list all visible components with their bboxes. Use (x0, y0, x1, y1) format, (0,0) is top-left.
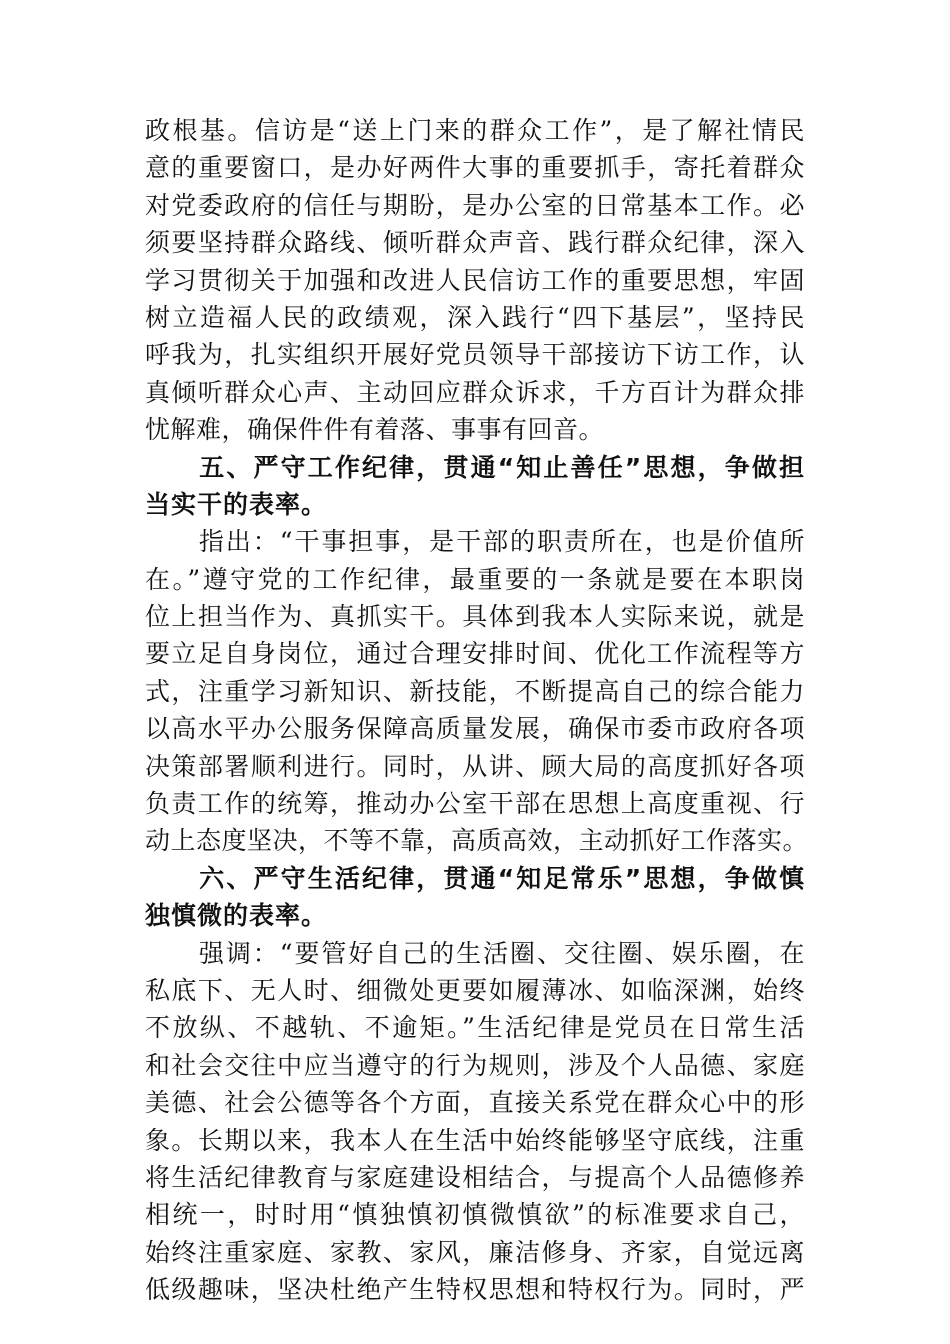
body-text-line: 对党委政府的信任与期盼，是办公室的日常基本工作。必 (145, 190, 805, 220)
body-text-line: 将生活纪律教育与家庭建设相结合，与提高个人品德修养 (145, 1162, 805, 1192)
body-text-line: 负责工作的统筹，推动办公室干部在思想上高度重视、行 (145, 789, 805, 819)
body-text-line: 须要坚持群众路线、倾听群众声音、践行群众纪律，深入 (145, 228, 805, 258)
body-text-line: 私底下、无人时、细微处更要如履薄冰、如临深渊，始终 (145, 975, 805, 1005)
body-text-line: 指出：“干事担事，是干部的职责所在，也是价值所 (145, 527, 805, 557)
document-page (145, 112, 809, 1309)
body-text-line: 动上态度坚决，不等不靠，高质高效，主动抓好工作落实。 (145, 826, 809, 856)
body-text-line: 树立造福人民的政绩观，深入践行“四下基层”，坚持民 (145, 302, 805, 332)
body-text-line: 在。”遵守党的工作纪律，最重要的一条就是要在本职岗 (145, 564, 805, 594)
body-text-line: 和社会交往中应当遵守的行为规则，涉及个人品德、家庭 (145, 1050, 805, 1080)
body-text-line: 政根基。信访是“送上门来的群众工作”，是了解社情民 (145, 116, 805, 145)
body-text-line: 要立足自身岗位，通过合理安排时间、优化工作流程等方 (145, 639, 805, 669)
body-text-line: 学习贯彻关于加强和改进人民信访工作的重要思想，牢固 (145, 265, 805, 295)
body-text-line: 强调：“要管好自己的生活圈、交往圈、娱乐圈，在 (145, 938, 805, 968)
body-text-line: 以高水平办公服务保障高质量发展，确保市委市政府各项 (145, 714, 805, 744)
body-text-line: 始终注重家庭、家教、家风，廉洁修身、齐家，自觉远离 (145, 1237, 805, 1267)
section-heading-5-cont: 当实干的表率。 (145, 489, 328, 519)
section-heading-6: 六、严守生活纪律，贯通“知足常乐”思想，争做慎 (145, 863, 805, 893)
body-text-line: 决策部署顺利进行。同时，从讲、顾大局的高度抓好各项 (145, 751, 805, 781)
body-text-line: 式，注重学习新知识、新技能，不断提高自己的综合能力 (145, 676, 805, 706)
body-text-line: 呼我为，扎实组织开展好党员领导干部接访下访工作，认 (145, 340, 805, 370)
body-text-line: 真倾听群众心声、主动回应群众诉求，千方百计为群众排 (145, 377, 805, 407)
section-heading-5: 五、严守工作纪律，贯通“知止善任”思想，争做担 (145, 452, 805, 482)
body-text-line: 不放纵、不越轨、不逾矩。”生活纪律是党员在日常生活 (145, 1013, 805, 1043)
section-heading-6-cont: 独慎微的表率。 (145, 901, 328, 931)
body-text-line: 低级趣味，坚决杜绝产生特权思想和特权行为。同时，严 (145, 1275, 805, 1305)
body-text-line: 象。长期以来，我本人在生活中始终能够坚守底线，注重 (145, 1125, 805, 1155)
body-text-line: 位上担当作为、真抓实干。具体到我本人实际来说，就是 (145, 602, 805, 632)
body-text-line: 意的重要窗口，是办好两件大事的重要抓手，寄托着群众 (145, 153, 805, 183)
body-text-line: 忧解难，确保件件有着落、事事有回音。 (145, 415, 605, 445)
body-text-line: 美德、社会公德等各个方面，直接关系党在群众心中的形 (145, 1088, 805, 1118)
body-text-line: 相统一，时时用“慎独慎初慎微慎欲”的标准要求自己， (145, 1200, 805, 1230)
